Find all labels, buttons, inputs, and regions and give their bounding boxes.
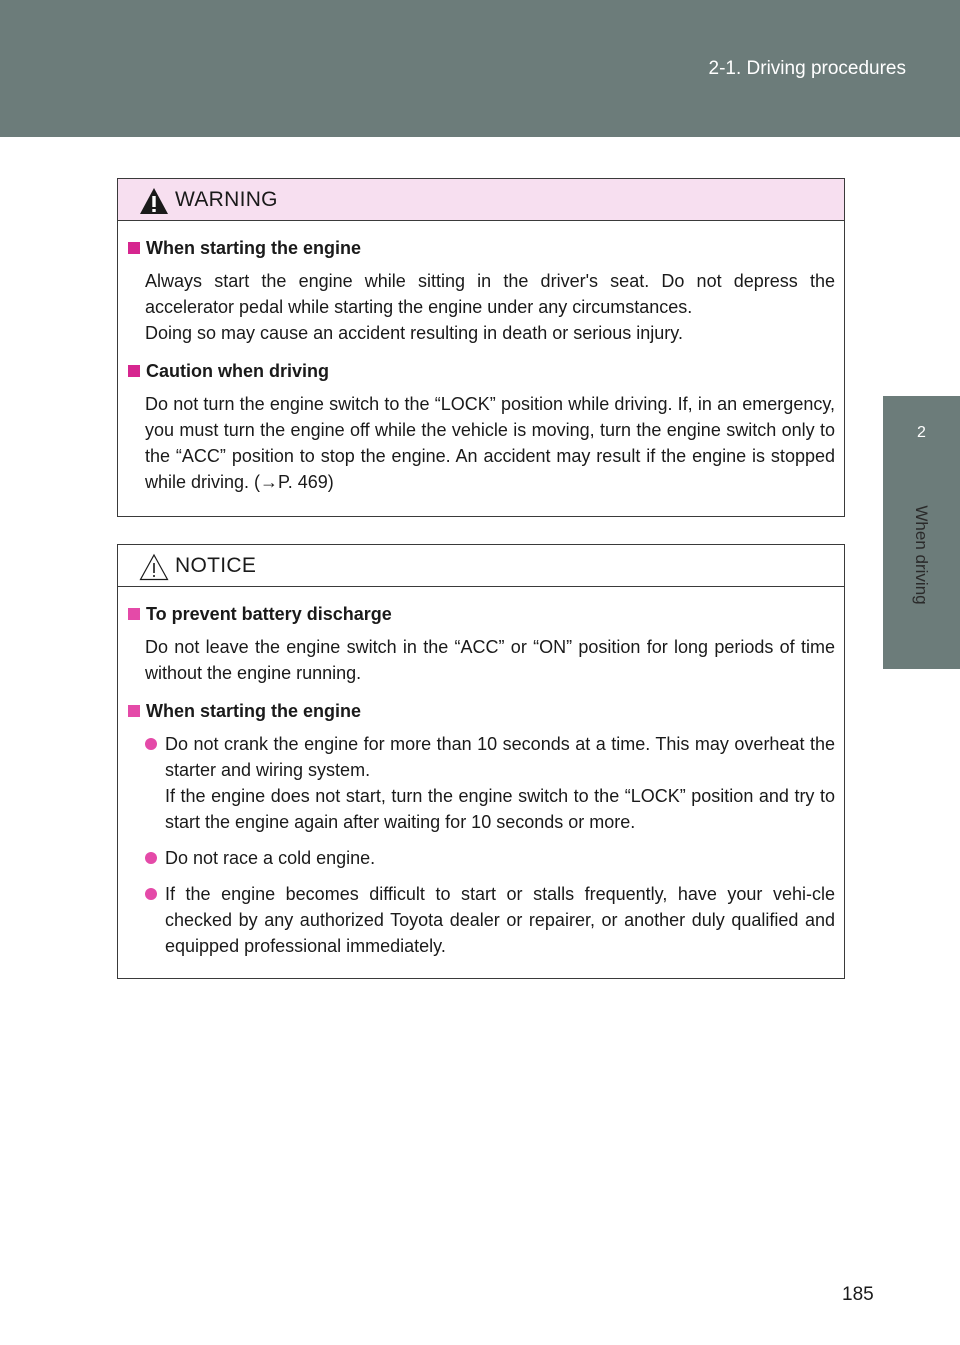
circle-bullet-icon (145, 888, 157, 900)
square-bullet-icon (128, 365, 140, 377)
warning-box (117, 178, 845, 517)
notice-box (117, 544, 845, 979)
circle-bullet-icon (145, 852, 157, 864)
circle-bullet-icon (145, 738, 157, 750)
paragraph: Always start the engine while sitting in the driver's seat. Do not depress the accelerator pedal while starting the engine under any circumstances. (145, 271, 835, 317)
paragraph: Doing so may cause an accident resulting in death or serious injury. (145, 323, 683, 343)
paragraph: Do not leave the engine switch in the “ACC” or “ON” position for long periods of time without the engine running. (145, 637, 835, 683)
list-item (145, 731, 835, 835)
warning-body (118, 221, 844, 495)
warning-section-starting (128, 235, 835, 346)
paragraph: If the engine becomes difficult to start or stalls frequently, have your vehi-cle checked by any authorized Toyota dealer or repairer, or another duly qualified and equipped professional immediately. (165, 884, 835, 956)
section-heading: To prevent battery discharge (146, 603, 392, 624)
notice-section-starting (128, 698, 835, 959)
paragraph: Do not turn the engine switch to the “LOCK” position while driving. If, in an emergency, you must turn the engine off while the vehicle is moving, turn the engine switch only to the “ACC” position to stop the engine. An accident may result if the engine is stopped while driving. (→P. 469) (145, 394, 835, 492)
page-number: 185 (842, 1284, 874, 1305)
notice-body (118, 587, 844, 959)
section-heading: When starting the engine (146, 700, 362, 721)
caution-triangle-outline-icon (139, 553, 169, 581)
notice-box-header (118, 545, 844, 587)
paragraph: Do not race a cold engine. (165, 848, 376, 868)
chapter-section-title: 2-1. Driving procedures (708, 58, 906, 79)
paragraph: If the engine does not start, turn the engine switch to the “LOCK” position and try to start the engine again after waiting for 10 seconds or more. (165, 786, 835, 832)
chapter-side-label: When driving (912, 505, 931, 605)
paragraph: Do not crank the engine for more than 10 seconds at a time. This may overheat the starter and wiring system. (165, 734, 835, 780)
square-bullet-icon (128, 242, 140, 254)
list-item (145, 845, 835, 871)
chapter-tab-number: 2 (917, 424, 926, 441)
warning-section-driving (128, 358, 835, 495)
section-heading: Caution when driving (146, 360, 329, 381)
warning-triangle-icon (139, 187, 169, 215)
warning-title: WARNING (175, 188, 278, 211)
square-bullet-icon (128, 705, 140, 717)
warning-box-header (118, 179, 844, 221)
page-header (0, 0, 960, 137)
square-bullet-icon (128, 608, 140, 620)
notice-section-battery (128, 601, 835, 686)
list-item (145, 881, 835, 959)
section-heading: When starting the engine (146, 237, 362, 258)
notice-title: NOTICE (175, 554, 257, 577)
